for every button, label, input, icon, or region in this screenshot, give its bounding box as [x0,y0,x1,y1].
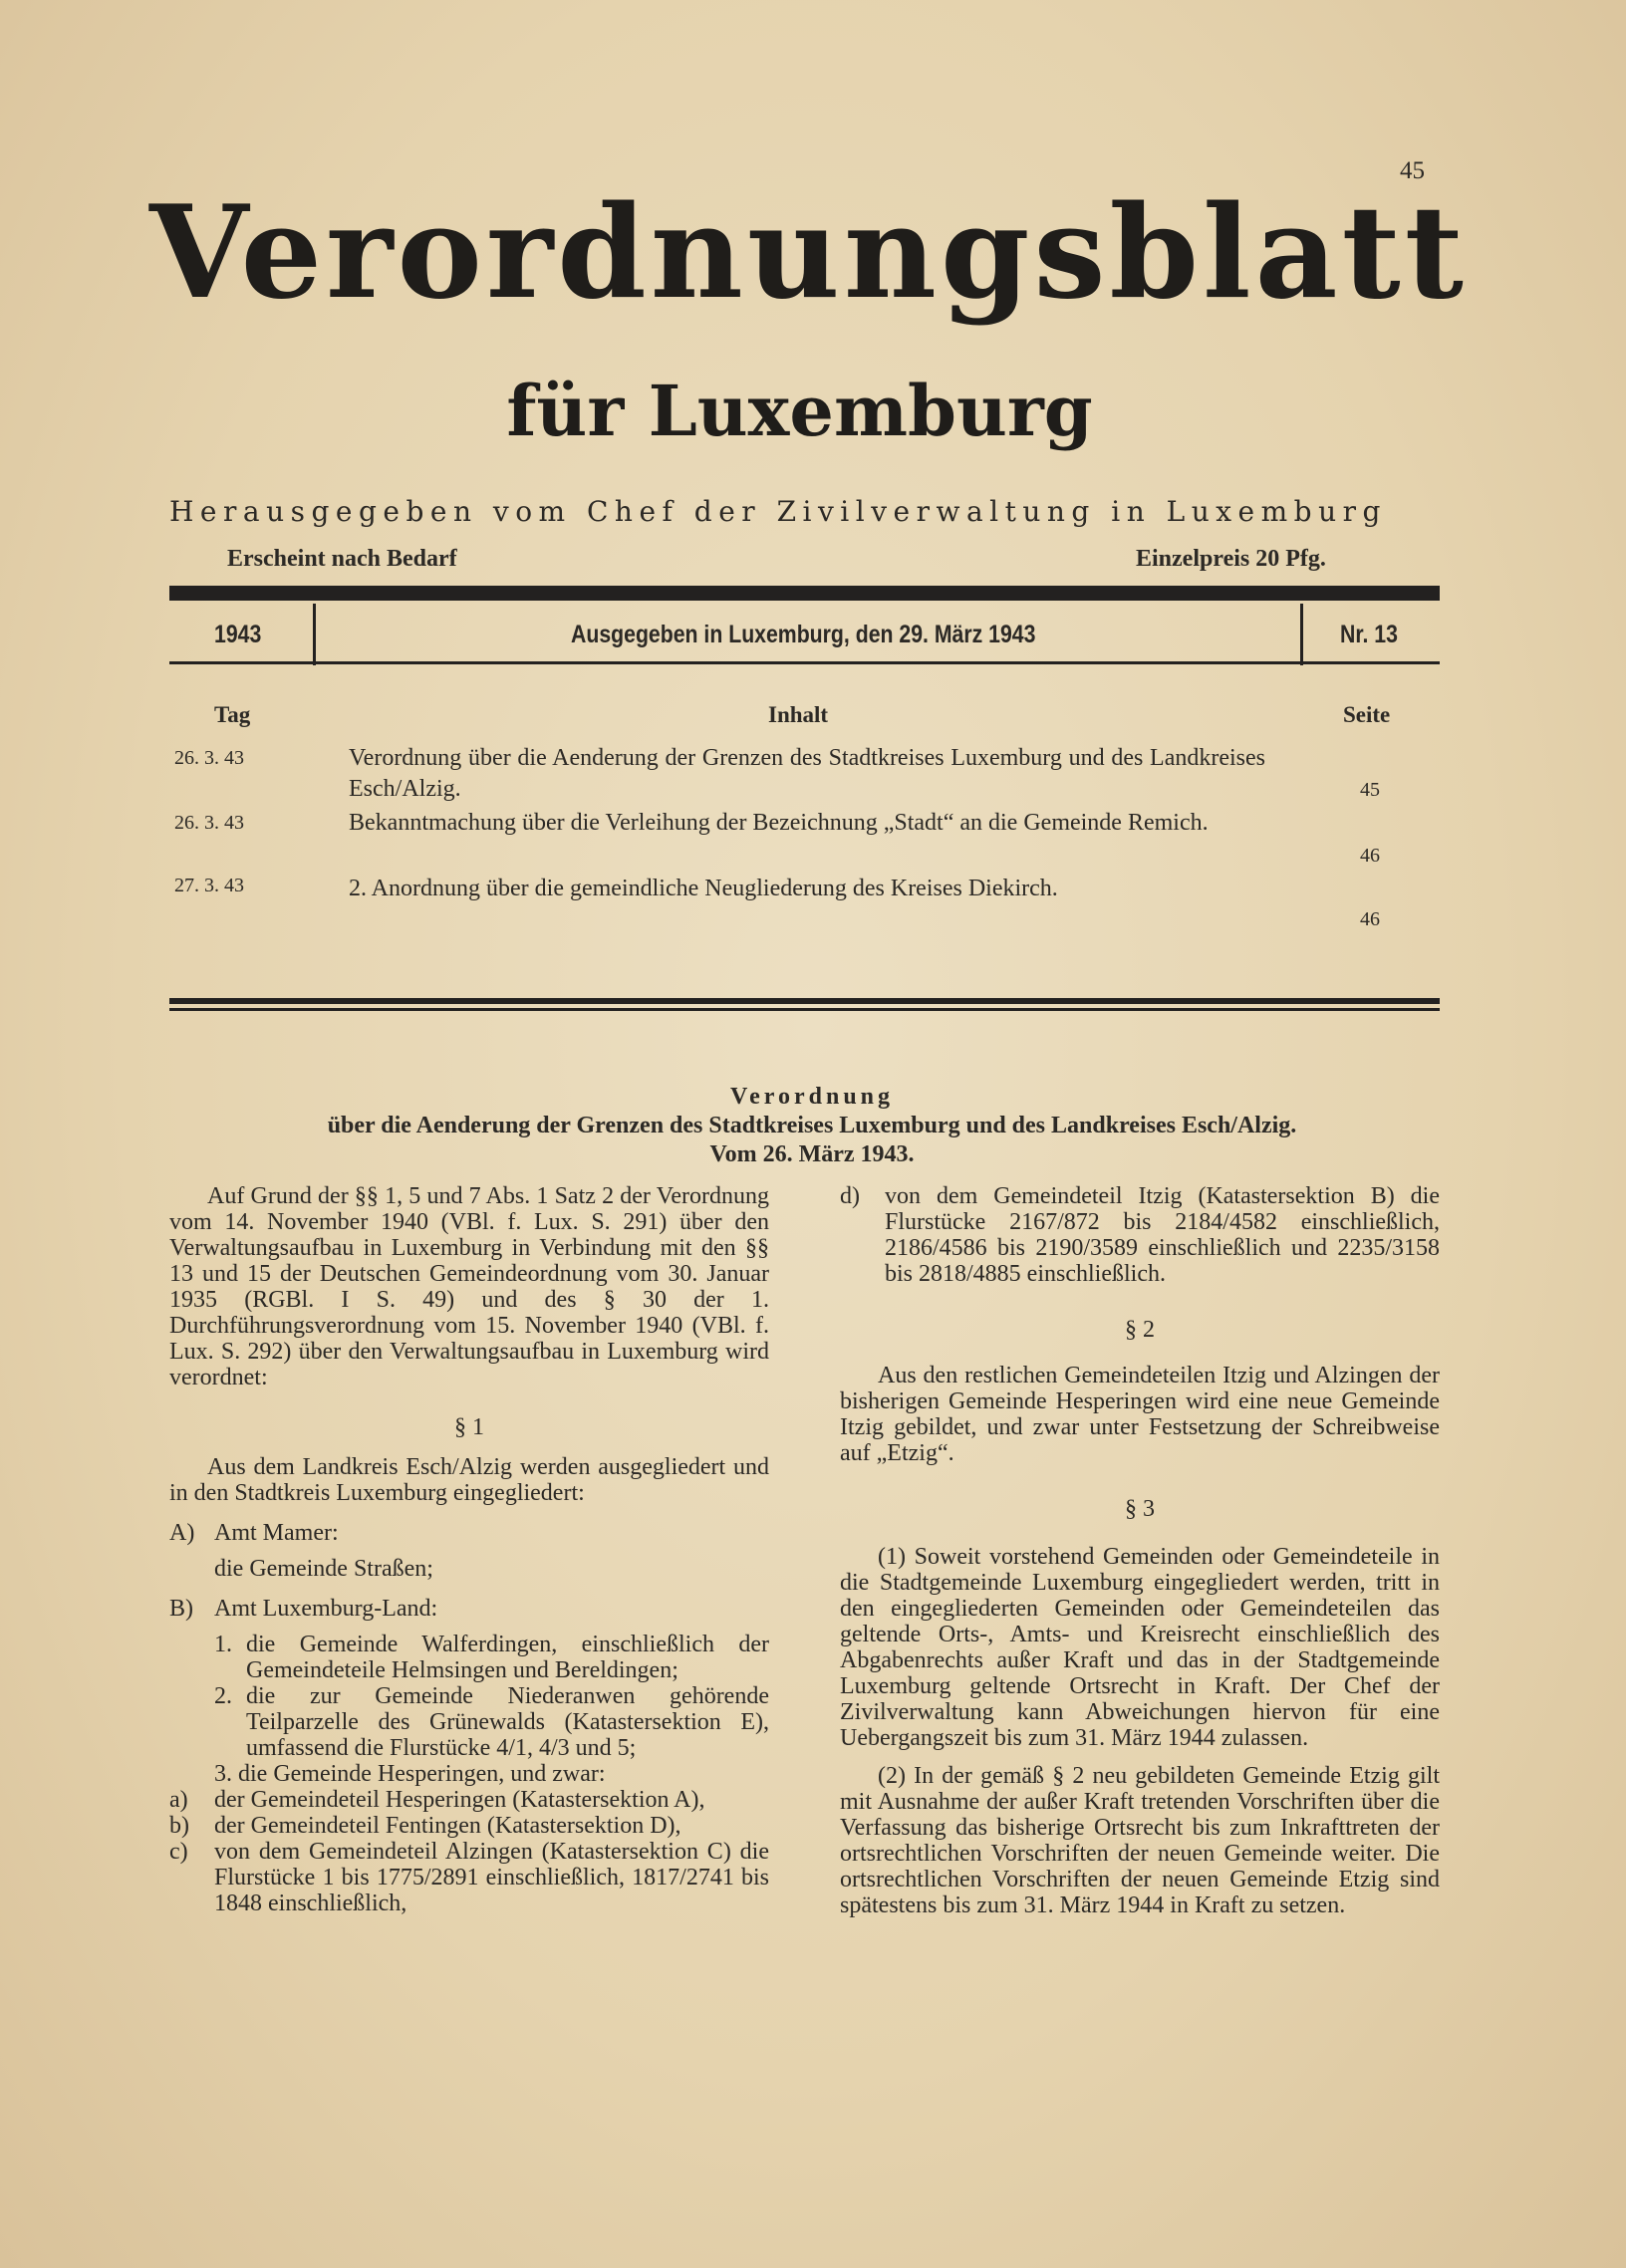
toc-entry-page: 45 [1360,779,1380,801]
article-heading: Verordnung [729,1084,895,1110]
toc-entry-text: Verordnung über die Aenderung der Grenzen des Stadtkreises Luxemburg und des Landkreises Esch/Alzig. [349,745,1265,802]
section-3-paragraph-1: (1) Soweit vorstehend Gemeinden oder Gemeindeteile in die Stadtgemeinde Luxemburg eingegliedert werden, tritt in den eingegliederten Gemeinden oder Gemeindeteilen das geltende Orts-, Amts- und Kreisrecht einschließlich des Abgabenrechts außer Kraft und das in der Stadtgemeinde Luxemburg geltende Ortsrecht in Kraft. Der Chef der Zivilverwaltung kann Abweichungen hiervon für eine Uebergangszeit bis zum 31. März 1944 zulassen. [840,1544,1440,1751]
journal-title: Verordnungsblatt [149,178,1468,328]
list-item-sub-d: d) von dem Gemeindeteil Itzig (Katastersektion B) die Flurstücke 2167/872 bis 2184/4582 einschließlich, 2186/4586 bis 2190/3589 einschließlich und 2235/3158 bis 2818/4885 einschließlich. [840,1183,1440,1287]
list-item-b3: 3. die Gemeinde Hesperingen, und zwar: [214,1761,606,1787]
section-1-text: Aus dem Landkreis Esch/Alzig werden ausgegliedert und in den Stadtkreis Luxemburg eingegliedert: [169,1454,769,1506]
list-item-b: B) Amt Luxemburg-Land: [169,1596,438,1622]
page-number: 45 [1400,157,1425,184]
toc-header-content: Inhalt [768,702,829,727]
section-heading: § 3 [1125,1496,1155,1522]
section-double-rule-thin [169,1008,1440,1011]
article-column-right [840,1183,1440,1918]
list-item-sub-b: b) der Gemeindeteil Fentingen (Katastersektion D), [169,1813,681,1839]
journal-subtitle: für Luxemburg [506,370,1093,452]
masthead-divider-right [1300,604,1303,665]
toc-entry-page: 46 [1360,908,1380,930]
publisher-line: Herausgegeben vom Chef der Zivilverwaltung in Luxemburg [169,495,1387,528]
article-date: Vom 26. März 1943. [709,1141,915,1167]
toc-header-page: Seite [1343,702,1391,727]
toc-entry-date: 26. 3. 43 [174,812,244,834]
section-double-rule [169,998,1440,1004]
article-column-left [169,1183,769,1916]
section-3-paragraph-2: (2) In der gemäß § 2 neu gebildeten Gemeinde Etzig gilt mit Ausnahme der außer Kraft tretenden Vorschriften über die Verfassung das bisherige Ortsrecht bis zum Inkrafttreten der ortsrechtlichen Vorschriften der neuen Gemeinde weiter. Die ortsrechtlichen Vorschriften der neuen Gemeinde Etzig sind spätestens bis zum 31. März 1944 in Kraft zu setzen. [840,1763,1440,1918]
issue-year: 1943 [214,621,262,648]
toc-entry-page: 46 [1360,845,1380,867]
masthead-top-rule [169,586,1440,601]
list-item-a-detail: die Gemeinde Straßen; [214,1556,433,1582]
preamble: Auf Grund der §§ 1, 5 und 7 Abs. 1 Satz 2 der Verordnung vom 14. November 1940 (VBl. f. Lux. S. 291) über den Verwaltungsaufbau in Luxemburg in Verbindung mit den §§ 13 und 15 der Deutschen Gemeindeordnung vom 30. Januar 1935 (RGBl. I S. 49) und des § 30 der 1. Durchführungsverordnung vom 15. November 1940 (VBl. f. Lux. S. 292) über den Verwaltungsaufbau in Luxemburg wird verordnet: [169,1183,769,1390]
toc-header-day: Tag [214,702,251,727]
section-heading: § 2 [1125,1317,1155,1343]
list-item-b2: 2. die zur Gemeinde Niederanwen gehörende Teilparzelle des Grünewalds (Katastersektion E), umfassend die Flurstücke 4/1, 4/3 und 5; [214,1683,769,1761]
section-heading: § 1 [454,1414,484,1440]
article-subheading: über die Aenderung der Grenzen des Stadtkreises Luxemburg und des Landkreises Esch/Alzig. [327,1113,1297,1138]
toc-entry-text: Bekanntmachung über die Verleihung der Bezeichnung „Stadt“ an die Gemeinde Remich. [349,810,1209,836]
frequency-note: Erscheint nach Bedarf [227,546,457,572]
list-item-sub-a: a) der Gemeindeteil Hesperingen (Katastersektion A), [169,1787,705,1813]
toc-entry-date: 26. 3. 43 [174,747,244,769]
masthead-divider-left [313,604,316,665]
price-note: Einzelpreis 20 Pfg. [1136,546,1326,572]
masthead-bottom-rule [169,661,1440,664]
list-item-sub-c: c) von dem Gemeindeteil Alzingen (Katastersektion C) die Flurstücke 1 bis 1775/2891 einschließlich, 1817/2741 bis 1848 einschließlich, [169,1839,769,1916]
list-item-b1: 1. die Gemeinde Walferdingen, einschließlich der Gemeindeteile Helmsingen und Bereldingen; [214,1632,769,1683]
issue-date: Ausgegeben in Luxemburg, den 29. März 1943 [571,621,1036,648]
toc-entry-text: 2. Anordnung über die gemeindliche Neugliederung des Kreises Diekirch. [349,876,1058,901]
toc-entry-date: 27. 3. 43 [174,875,244,896]
section-2-text: Aus den restlichen Gemeindeteilen Itzig und Alzingen der bisherigen Gemeinde Hesperingen wird eine neue Gemeinde Itzig gebildet, und zwar unter Festsetzung der Schreibweise auf „Etzig“. [840,1363,1440,1466]
list-item-a: A) Amt Mamer: [169,1520,339,1546]
issue-number: Nr. 13 [1340,621,1398,648]
